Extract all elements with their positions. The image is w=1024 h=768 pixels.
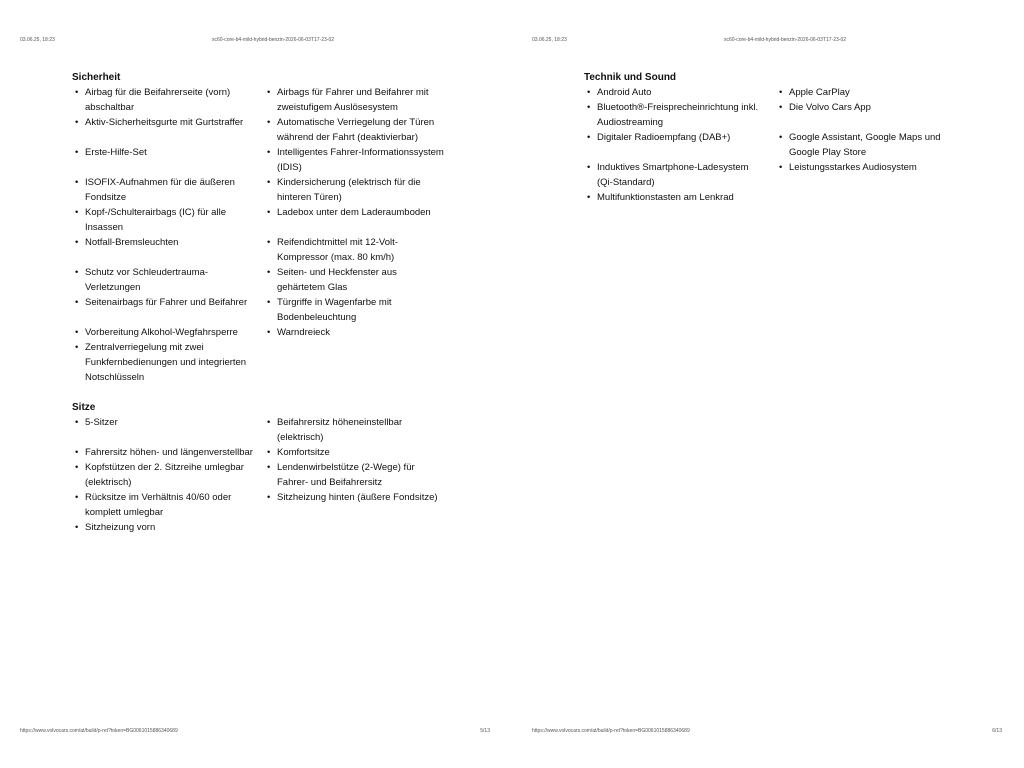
feature-list <box>584 85 984 205</box>
list-item: • 5-Sitzer <box>72 415 254 445</box>
section-title: Sicherheit <box>72 72 121 83</box>
list-item: • Leistungsstarkes Audiosystem <box>776 160 958 190</box>
header-date: 03.06.25, 18:23 <box>20 37 55 43</box>
list-item: • Sitzheizung vorn <box>72 520 254 535</box>
list-item: • ISOFIX-Aufnahmen für die äußeren Fondsitze <box>72 175 254 205</box>
list-item: • Airbags für Fahrer und Beifahrer mit zweistufigem Auslösesystem <box>264 85 446 115</box>
header-title: xc60-core-b4-mild-hybrid-benzin-2026-06-03T17-23-02 <box>724 37 847 43</box>
list-item: • Lendenwirbelstütze (2-Wege) für Fahrer- und Beifahrersitz <box>264 460 446 490</box>
feature-list <box>72 415 472 535</box>
list-item: • Seiten- und Heckfenster aus gehärtetem Glas <box>264 265 446 295</box>
list-item: • Apple CarPlay <box>776 85 958 100</box>
section-title: Technik und Sound <box>584 72 677 83</box>
list-item: • Airbag für die Beifahrerseite (vorn) abschaltbar <box>72 85 254 115</box>
list-item: • Beifahrersitz höheneinstellbar (elektrisch) <box>264 415 446 445</box>
list-item: • Die Volvo Cars App <box>776 100 958 130</box>
page-number: 5/13 <box>480 728 490 734</box>
list-item: • Kopfstützen der 2. Sitzreihe umlegbar (elektrisch) <box>72 460 254 490</box>
list-item: • Schutz vor Schleudertrauma-Verletzungen <box>72 265 254 295</box>
list-item: • Notfall-Bremsleuchten <box>72 235 254 265</box>
page-content <box>584 70 984 220</box>
section <box>584 70 984 205</box>
list-item: • Türgriffe in Wagenfarbe mit Bodenbeleuchtung <box>264 295 446 325</box>
section <box>72 70 472 385</box>
list-item <box>264 520 446 535</box>
list-item: • Ladebox unter dem Laderaumboden <box>264 205 446 235</box>
list-item: • Automatische Verriegelung der Türen während der Fahrt (deaktivierbar) <box>264 115 446 145</box>
list-item: • Multifunktionstasten am Lenkrad <box>584 190 766 205</box>
footer-url[interactable]: https://www.volvocars.com/at/build/p-ret?token=BG0061015886340689 <box>20 728 178 734</box>
page-6 <box>512 0 1024 768</box>
list-item: • Google Assistant, Google Maps und Google Play Store <box>776 130 958 160</box>
list-item: • Erste-Hilfe-Set <box>72 145 254 175</box>
list-item: • Zentralverriegelung mit zwei Funkfernbedienungen und integrierten Notschlüsseln <box>72 340 254 385</box>
header-title: xc60-core-b4-mild-hybrid-benzin-2026-06-03T17-23-02 <box>212 37 335 43</box>
list-item: • Seitenairbags für Fahrer und Beifahrer <box>72 295 254 325</box>
feature-list <box>72 85 472 385</box>
list-item: • Fahrersitz höhen- und längenverstellbar <box>72 445 254 460</box>
list-item: • Rücksitze im Verhältnis 40/60 oder komplett umlegbar <box>72 490 254 520</box>
list-item <box>264 340 446 385</box>
list-item: • Kindersicherung (elektrisch für die hinteren Türen) <box>264 175 446 205</box>
header-date: 03.06.25, 18:23 <box>532 37 567 43</box>
list-item: • Intelligentes Fahrer-Informationssystem (IDIS) <box>264 145 446 175</box>
footer-url[interactable]: https://www.volvocars.com/at/build/p-ret?token=BG0061015886340689 <box>532 728 690 734</box>
list-item: • Digitaler Radioempfang (DAB+) <box>584 130 766 160</box>
list-item: • Android Auto <box>584 85 766 100</box>
page-number: 6/13 <box>992 728 1002 734</box>
list-item: • Induktives Smartphone-Ladesystem (Qi-Standard) <box>584 160 766 190</box>
section <box>72 400 472 535</box>
list-item: • Reifendichtmittel mit 12-Volt-Kompressor (max. 80 km/h) <box>264 235 446 265</box>
list-item: • Kopf-/Schulterairbags (IC) für alle Insassen <box>72 205 254 235</box>
list-item: • Aktiv-Sicherheitsgurte mit Gurtstraffer <box>72 115 254 145</box>
list-item: • Bluetooth®-Freisprecheinrichtung inkl. Audiostreaming <box>584 100 766 130</box>
list-item: • Vorbereitung Alkohol-Wegfahrsperre <box>72 325 254 340</box>
page-content <box>72 70 472 550</box>
list-item: • Sitzheizung hinten (äußere Fondsitze) <box>264 490 446 520</box>
list-item <box>776 190 958 205</box>
list-item: • Warndreieck <box>264 325 446 340</box>
list-item: • Komfortsitze <box>264 445 446 460</box>
section-title: Sitze <box>72 402 96 413</box>
